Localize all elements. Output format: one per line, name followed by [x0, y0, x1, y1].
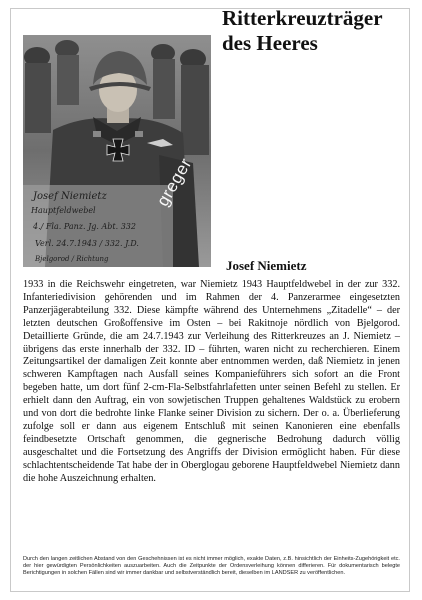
signature-line: 4./ Fla. Panz. Jg. Abt. 332: [33, 222, 136, 231]
portrait-photo: [23, 35, 211, 267]
portrait-illustration: [23, 35, 211, 267]
article-paragraph: 1933 in die Reichswehr eingetreten, war Niemietz 1943 Hauptfeldwebel in der zur 332. Infanteriedivision gehörenden und im Rahmen der 4. Panzerarmee eingesetzten Panzerjägerabteilung 332. Diese kämpfte während des Unternehmens „Zitadelle“ – der letzten deutschen Großoffensive im Osten – bei Rakitnoje nördlich von Bjelgorod. Detaillierte Gründe, die am 24.7.1943 zur Verleihung des Ritterkreuzes an J. Niemietz – übrigens das erste innerhalb der 332. ID – führten, waren nicht zu recherchieren. Einem Zeitungsartikel der damaligen Zeit konnte aber entnommen werden, daß Niemietz in jenen schweren Kampftagen nach Ausfall seines Kompanieführers sich sofort an die Front begeben hatte, um dort fünf 2-cm-Fla-Selbstfahrlafetten unter seinen Befehl zu stellen. Er erhielt dann den Auftrag, ein von sowjetischen Truppen gehaltenes Waldstück zu erobern und von dort die bedrohte linke Flanke seiner Division zu sichern. Der o. a. Überlieferung zufolge soll er dann aus eigenem Entschluß mit seinen Kanonieren eine ebenfalls feindbesetzte Ortschaft genommen, die gegnerische Bedrohung dadurch völlig ausgeschaltet und die Fortsetzung des Angriffs der Division ermöglicht haben. Für diese schlachtentscheidende Tat habe der in Oberglogau geborene Hauptfeldwebel Niemietz dann die hohe Auszeichnung erhalten.: [23, 279, 400, 484]
signature-line: Josef Niemietz: [33, 191, 107, 202]
page-title: Ritterkreuzträger des Heeres: [222, 6, 383, 55]
person-name: Josef Niemietz: [226, 258, 307, 273]
signature-line: Verl. 24.7.1943 / 332. J.D.: [35, 239, 139, 248]
footnote-text: Durch den langen zeitlichen Abstand von den Geschehnissen ist es nicht immer möglich, exakte Daten, z.B. hinsichtlich der Einheits-Zugehörigkeit etc. der hier gewürdigten Persönlichkeiten auszuarbeiten. Auch die Zeitpunkte der Ordensverleihung können differieren. Für dokumentarisch belegte Berichtigungen in solchen Fällen sind wir immer dankbar und selbstverständlich bereit, dieselben im LANDSER zu veröffentlichen.: [23, 556, 400, 576]
signature-line: Hauptfeldwebel: [31, 206, 96, 215]
article-body: [23, 279, 400, 486]
watermark-text: greger: [153, 154, 196, 210]
signature-line: Bjelgorod / Richtung: [35, 255, 109, 263]
